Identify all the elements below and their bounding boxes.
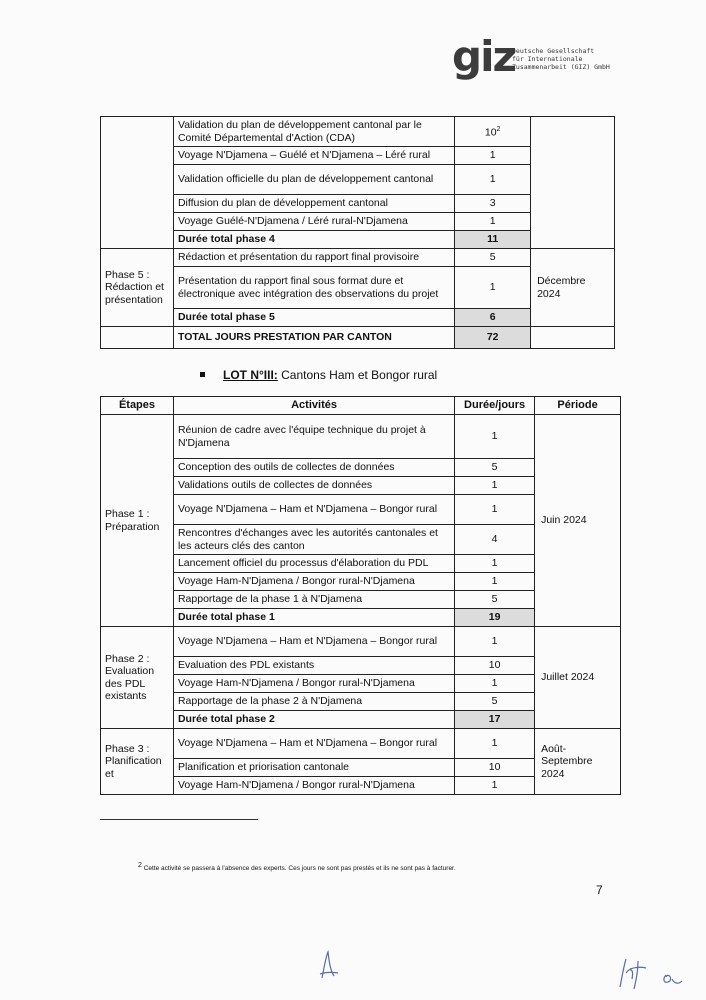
table-row: Phase 3 : Planification et Voyage N'Djamena – Ham et N'Djamena – Bongor rural 1 Août-Septembre 2024 bbox=[101, 729, 621, 759]
table-row: Voyage N'Djamena – Ham et N'Djamena – Bongor rural 1 bbox=[101, 495, 621, 525]
handwritten-initials-2 bbox=[616, 955, 686, 991]
phase4-period-cell bbox=[531, 117, 615, 249]
table-row: Voyage Guélé-N'Djamena / Léré rural-N'Djamena 1 bbox=[101, 213, 615, 231]
table-row: Validations outils de collectes de données 1 bbox=[101, 477, 621, 495]
phase4-cell bbox=[101, 117, 174, 249]
lot-heading: LOT N°III: Cantons Ham et Bongor rural bbox=[200, 368, 437, 382]
header-activites: Activités bbox=[173, 397, 454, 415]
phase3-label: Phase 3 : Planification et bbox=[101, 729, 174, 795]
table-row: Diffusion du plan de développement cantonal 3 bbox=[101, 195, 615, 213]
table-row: Planification et priorisation cantonale 10 bbox=[101, 759, 621, 777]
header-duree: Durée/jours bbox=[455, 397, 535, 415]
table-row: Conception des outils de collectes de données 5 bbox=[101, 459, 621, 477]
table-row: Validation du plan de développement cantonal par le Comité Départemental d'Action (CDA) $10^2$ bbox=[101, 117, 615, 147]
table-row: Durée total phase 4 11 bbox=[101, 231, 615, 249]
page-number: 7 bbox=[596, 883, 603, 897]
footnote: $^2$ Cette activité se passera à l'absence des experts. Ces jours ne sont pas prestés et ils ne sont pas à facturer. bbox=[138, 862, 456, 873]
phase2-label: Phase 2 : Evaluation des PDL existants bbox=[101, 627, 174, 729]
header-etapes: Étapes bbox=[101, 397, 174, 415]
table-row: Validation officielle du plan de développement cantonal 1 bbox=[101, 165, 615, 195]
table-row: Voyage Ham-N'Djamena / Bongor rural-N'Djamena 1 bbox=[101, 573, 621, 591]
footnote-ref: 2 bbox=[496, 126, 501, 133]
table-row: Rencontres d'échanges avec les autorités cantonales et les acteurs clés des canton 4 bbox=[101, 525, 621, 555]
table-row: Lancement officiel du processus d'élaboration du PDL 1 bbox=[101, 555, 621, 573]
handwritten-initials-1 bbox=[312, 948, 342, 980]
table-row: Rapportage de la phase 2 à N'Djamena 5 bbox=[101, 693, 621, 711]
phase5-period: Décembre 2024 bbox=[531, 249, 615, 327]
table-row: Présentation du rapport final sous format dure et électronique avec intégration des observations du projet 1 bbox=[101, 267, 615, 309]
table-row: Durée total phase 2 17 bbox=[101, 711, 621, 729]
footnote-divider bbox=[100, 819, 258, 820]
phase1-period: Juin 2024 bbox=[535, 415, 621, 627]
phase2-period: Juillet 2024 bbox=[535, 627, 621, 729]
table-row: Phase 1 : Préparation Réunion de cadre avec l'équipe technique du projet à N'Djamena 1 Juin 2024 bbox=[101, 415, 621, 459]
table-row: Voyage N'Djamena – Guélé et N'Djamena – Léré rural 1 bbox=[101, 147, 615, 165]
table-row: Phase 2 : Evaluation des PDL existants Voyage N'Djamena – Ham et N'Djamena – Bongor rural 1 Juillet 2024 bbox=[101, 627, 621, 657]
table-row: Evaluation des PDL existants 10 bbox=[101, 657, 621, 675]
table-row: Rapportage de la phase 1 à N'Djamena 5 bbox=[101, 591, 621, 609]
table-row: Phase 5 : Rédaction et présentation Rédaction et présentation du rapport final provisoire 5 Décembre 2024 bbox=[101, 249, 615, 267]
logo-text: Deutsche Gesellschaft für Internationale Zusammenarbeit (GIZ) GmbH bbox=[512, 47, 610, 71]
table-row: Durée total phase 5 6 bbox=[101, 309, 615, 327]
logo-mark: giz bbox=[452, 32, 515, 81]
total-row: TOTAL JOURS PRESTATION PAR CANTON 72 bbox=[101, 327, 615, 349]
table-row: Voyage Ham-N'Djamena / Bongor rural-N'Djamena 1 bbox=[101, 675, 621, 693]
bullet-icon bbox=[200, 372, 205, 377]
phase1-label: Phase 1 : Préparation bbox=[101, 415, 174, 627]
table-header-row bbox=[101, 397, 621, 415]
table-row: Durée total phase 1 19 bbox=[101, 609, 621, 627]
header-periode: Période bbox=[535, 397, 621, 415]
lot2-continuation-table bbox=[100, 116, 615, 349]
phase5-label: Phase 5 : Rédaction et présentation bbox=[101, 249, 174, 327]
phase3-period: Août-Septembre 2024 bbox=[535, 729, 621, 795]
lot3-table bbox=[100, 396, 621, 795]
table-row: Voyage Ham-N'Djamena / Bongor rural-N'Djamena 1 bbox=[101, 777, 621, 795]
